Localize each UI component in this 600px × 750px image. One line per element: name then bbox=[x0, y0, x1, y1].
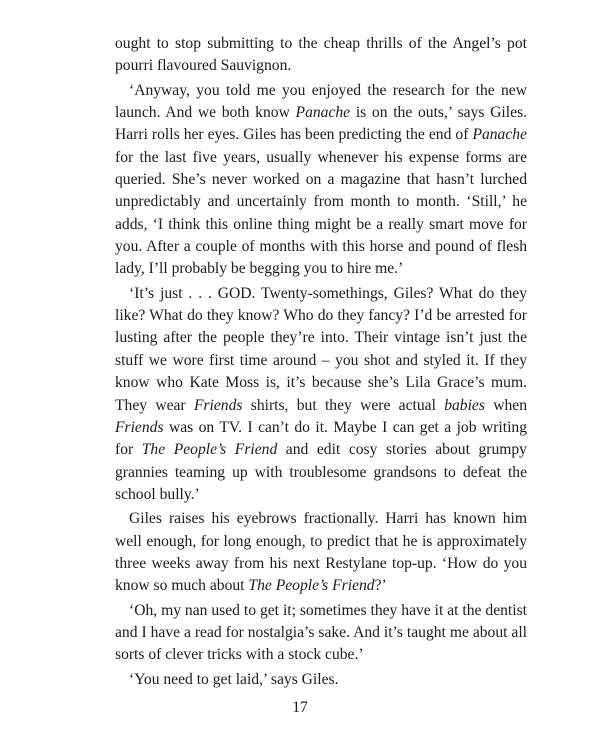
paragraph-6 bbox=[115, 669, 527, 691]
paragraph-6-run-1: ‘You need to get laid,’ says Giles. bbox=[129, 670, 339, 688]
paragraph-5-run-1: ‘Oh, my nan used to get it; sometimes they have it at the dentist and I have a read for nostalgia’s sake. And it’s taught me about all sorts of clever tricks with a stock cube.’ bbox=[115, 601, 527, 664]
paragraph-4-run-1: Giles raises his eyebrows fractionally. Harri has known him well enough, for long enough, to predict that he is approximately three weeks away from his next Restylane top-up. ‘How do you know so much about bbox=[115, 510, 527, 595]
paragraph-2-run-1: ‘Anyway, you told me you enjoyed the research for the new launch. And we both know bbox=[115, 81, 527, 122]
paragraph-3-run-2: Friends bbox=[193, 396, 243, 414]
paragraph-4-run-2: The People’s Friend bbox=[248, 577, 375, 595]
paragraph-1-run-1: ought to stop submitting to the cheap thrills of the Angel’s pot pourri flavoured Sauvignon. bbox=[115, 35, 527, 75]
paragraph-1 bbox=[115, 33, 527, 78]
paragraph-3-run-6: Friends bbox=[115, 418, 164, 436]
paragraph-2-run-2: Panache bbox=[295, 104, 351, 122]
paragraph-2-run-3: is on the outs,’ says Giles. Harri rolls her eyes. Giles has been predicting the end of bbox=[115, 104, 527, 144]
paragraph-3-run-4: babies bbox=[444, 396, 485, 414]
paragraph-3-run-7: was on TV. I can’t do it. Maybe I can get a job writing for bbox=[115, 418, 527, 459]
paragraph-4 bbox=[115, 508, 527, 597]
paragraph-3-run-8: The People’s Friend bbox=[141, 441, 278, 459]
paragraph-2-run-4: Panache bbox=[472, 126, 527, 144]
paragraph-2-run-5: for the last five years, usually whenever his expense forms are queried. She’s never worked on a magazine that hasn’t lurched unpredictably and uncertainly from month to month. ‘Still,’ he adds, ‘I think this online thing might be a really smart move for you. After a couple of months with this horse and pound of flesh lady, I’ll probably be begging you to hire me.’ bbox=[115, 148, 527, 278]
paragraph-3-run-1: ‘It’s just . . . GOD. Twenty-somethings, Giles? What do they like? What do they know? Who do they fancy? I’d be arrested for lusting after the people they’re into. Their vintage isn’t just the stuff we wore first time around – you shot and styled it. If they know who Kate Moss is, it’s because she’s Lila Grace’s mum. They wear bbox=[115, 284, 527, 414]
paragraph-3-run-9: and edit cosy stories about grumpy grannies teaming up with troublesome grandsons to defeat the school bully.’ bbox=[115, 441, 527, 503]
paragraph-3-run-5: when bbox=[484, 396, 527, 414]
paragraph-4-run-3: ?’ bbox=[374, 577, 387, 595]
paragraph-5 bbox=[115, 600, 527, 667]
paragraph-2 bbox=[115, 80, 527, 281]
paragraph-3 bbox=[115, 283, 527, 506]
body-text bbox=[115, 33, 527, 693]
paragraph-3-run-3: shirts, but they were actual bbox=[242, 396, 445, 414]
page-number: 17 bbox=[292, 699, 308, 716]
